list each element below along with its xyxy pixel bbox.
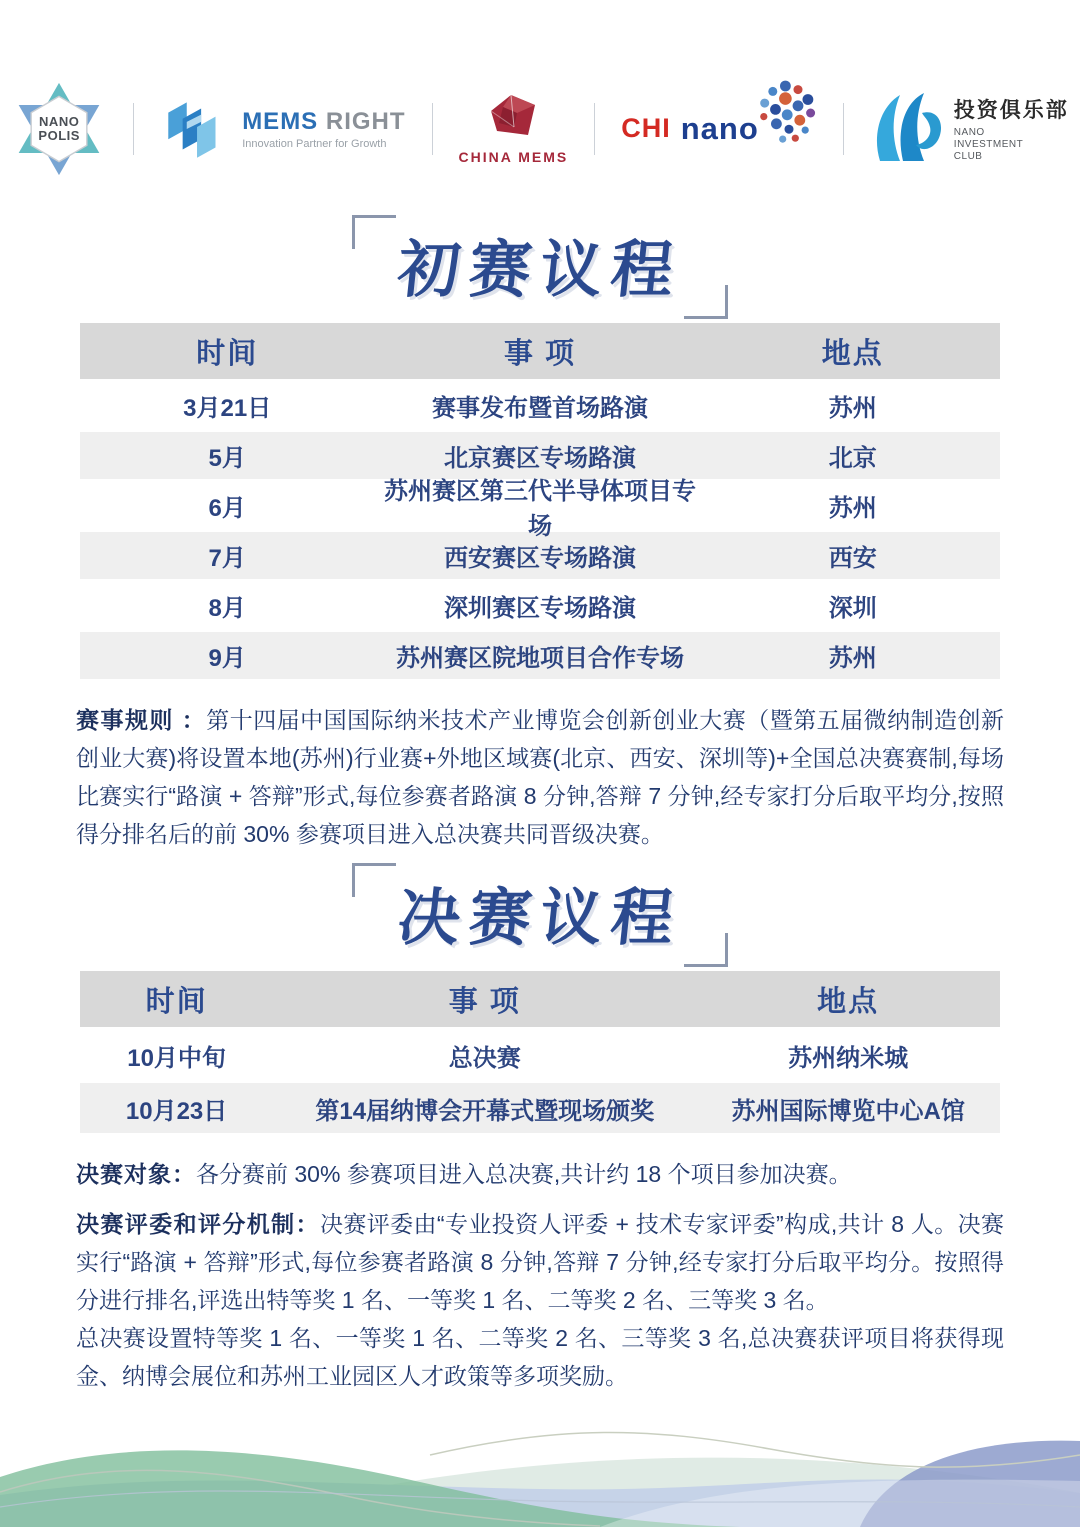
table-row — [80, 1083, 1000, 1133]
cell-event: 西安赛区专场路演 — [443, 545, 636, 572]
final-title-text: 决赛议程 — [394, 884, 686, 953]
final-target-paragraph — [76, 1155, 1004, 1193]
title-corner-bottom-right — [684, 933, 728, 967]
mems-right-word2: RIGHT — [325, 107, 406, 135]
final-target-label: 决赛对象： — [76, 1161, 196, 1187]
mems-right-word1: MEMS — [242, 107, 319, 135]
cell-time: 8月 — [208, 595, 246, 622]
preliminary-agenda-table — [80, 323, 1000, 679]
final-agenda-table — [80, 971, 1000, 1133]
cell-location: 西安 — [828, 545, 877, 572]
final-target-text: 各分赛前 30% 参赛项目进入总决赛,共计约 18 个项目参加决赛。 — [196, 1161, 852, 1187]
table-row — [80, 632, 1000, 679]
table-row — [80, 477, 1000, 540]
logo-china-mems — [459, 93, 569, 165]
header-time: 时间 — [145, 985, 208, 1018]
nic-english-name — [954, 127, 1069, 163]
final-section-title — [386, 871, 694, 963]
title-corner-top-left — [352, 863, 396, 897]
title-corner-top-left — [352, 215, 396, 249]
nano-investment-club-text — [954, 94, 1069, 163]
mems-right-tagline: Innovation Partner for Growth — [242, 137, 387, 150]
table-row — [80, 1030, 1000, 1080]
header-event: 事 项 — [448, 985, 521, 1018]
nanopolis-label — [38, 115, 80, 143]
final-awards-text: 总决赛设置特等奖 1 名、一等奖 1 名、二等奖 2 名、三等奖 3 名,总决赛获评项目将获得现金、纳博会展位和苏州工业园区人才政策等多项奖励。 — [76, 1325, 1004, 1389]
nano-investment-club-icon — [870, 91, 944, 167]
cell-time: 7月 — [208, 545, 246, 572]
rules-label: 赛事规则 ： — [76, 707, 207, 733]
rules-text: 第十四届中国国际纳米技术产业博览会创新创业大赛（暨第五届微纳制造创新创业大赛)将设置本地(苏州)行业赛+外地区域赛(北京、西安、深圳等)+全国总决赛赛制,每场比赛实行“路演 + 答辩”形式,每位参赛者路演 8 分钟,答辩 7 分钟,经专家打分后取平均分,按照得分排名后的前 30% 参赛项目进入总决赛共同晋级决赛。 — [76, 707, 1005, 847]
mems-right-title — [242, 108, 405, 136]
china-mems-icon — [481, 93, 545, 145]
table-header-row — [80, 971, 1000, 1027]
nic-en-line2: INVESTMENT — [953, 139, 1024, 150]
logo-nanopolis — [11, 81, 107, 177]
mems-right-text — [242, 108, 405, 150]
cell-event: 总决赛 — [448, 1044, 521, 1072]
cell-location: 苏州 — [828, 395, 877, 422]
cell-time: 5月 — [208, 445, 246, 472]
competition-rules-paragraph — [76, 701, 1004, 853]
cell-location: 苏州 — [828, 495, 877, 522]
cell-event: 深圳赛区专场路演 — [443, 595, 636, 622]
nic-chinese-name: 投资俱乐部 — [953, 99, 1069, 122]
chinano-sphere-icon — [753, 77, 825, 149]
nic-en-line3: CLUB — [953, 151, 983, 162]
cell-location: 苏州国际博览中心A馆 — [731, 1097, 965, 1125]
cell-location: 北京 — [828, 445, 877, 472]
china-mems-label: CHINA MEMS — [458, 148, 569, 165]
cell-event: 苏州赛区第三代半导体项目专场 — [383, 477, 696, 540]
cell-location: 苏州纳米城 — [788, 1044, 909, 1072]
table-row — [80, 382, 1000, 429]
cell-event: 赛事发布暨首场路演 — [431, 395, 648, 422]
preliminary-section-title — [386, 223, 694, 315]
logo-nano-investment-club — [870, 91, 1069, 167]
table-header-row — [80, 323, 1000, 379]
logo-divider — [843, 103, 844, 155]
final-judges-paragraph — [76, 1205, 1004, 1319]
logo-divider — [133, 103, 134, 155]
nic-en-line1: NANO — [953, 127, 985, 138]
nanopolis-line2: POLIS — [38, 127, 80, 143]
mems-right-icon — [160, 90, 232, 168]
final-judges-label: 决赛评委和评分机制： — [76, 1211, 320, 1237]
header-event: 事 项 — [503, 337, 577, 370]
cell-event: 第14届纳博会开幕式暨现场颁奖 — [315, 1097, 655, 1125]
cell-time: 9月 — [208, 645, 246, 672]
nanopolis-line1: NANO — [39, 113, 80, 129]
cell-time: 3月21日 — [183, 395, 272, 422]
logo-mems-right — [160, 90, 405, 168]
chinano-chi: CHI — [621, 113, 671, 143]
chinano-nano: nano — [680, 110, 759, 146]
cell-location: 苏州 — [828, 645, 877, 672]
logo-bar — [0, 0, 1080, 177]
table-row — [80, 582, 1000, 629]
final-judges-text: 决赛评委由“专业投资人评委 + 技术专家评委”构成,共计 8 人。决赛实行“路演 + 答辩”形式,每位参赛者路演 8 分钟,答辩 7 分钟,经专家打分后取平均分。按照得分进行排名,评选出特等奖 1 名、一等奖 1 名、二等奖 2 名、三等奖 3 名。 — [76, 1211, 1005, 1313]
cell-time: 10月23日 — [125, 1097, 228, 1125]
header-time: 时间 — [196, 337, 259, 370]
cell-event: 北京赛区专场路演 — [443, 445, 636, 472]
logo-divider — [594, 103, 595, 155]
cell-time: 6月 — [208, 495, 246, 522]
logo-divider — [432, 103, 433, 155]
footer-wave-decoration — [0, 1377, 1080, 1527]
cell-event: 苏州赛区院地项目合作专场 — [395, 645, 684, 672]
table-row — [80, 532, 1000, 579]
header-location: 地点 — [817, 985, 880, 1018]
header-location: 地点 — [821, 337, 884, 370]
logo-chinano — [621, 111, 817, 147]
title-corner-bottom-right — [684, 285, 728, 319]
preliminary-title-text: 初赛议程 — [394, 236, 686, 305]
cell-location: 深圳 — [828, 595, 877, 622]
cell-time: 10月中旬 — [127, 1044, 226, 1072]
